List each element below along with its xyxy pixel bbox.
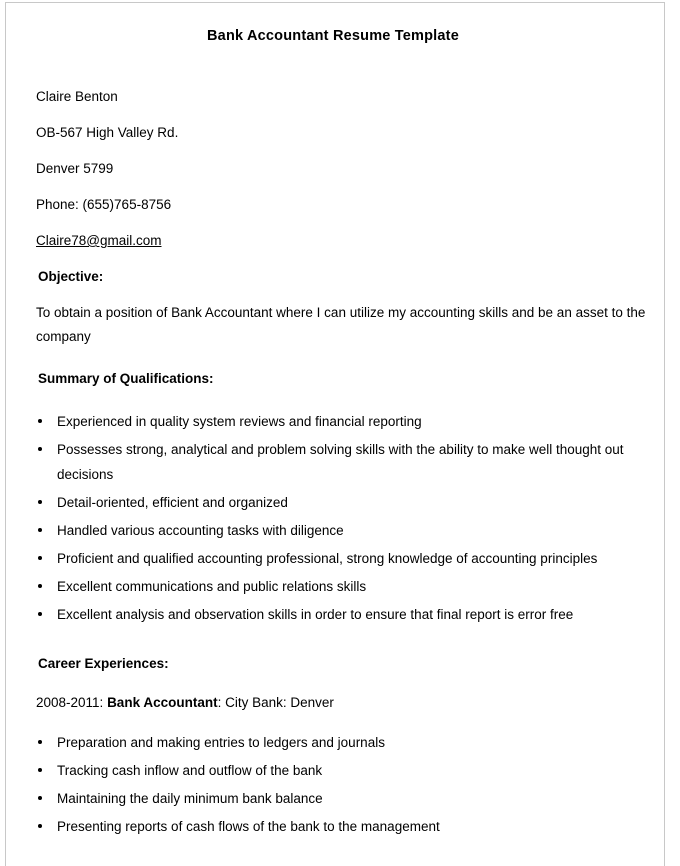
summary-qualifications-list	[0, 409, 680, 627]
bullet-dot-icon	[38, 584, 42, 588]
list-item-text: Detail-oriented, efficient and organized	[57, 495, 288, 510]
contact-email-link[interactable]: Claire78@gmail.com	[36, 233, 162, 248]
list-item	[0, 730, 680, 755]
contact-city-zip: Denver 5799	[36, 161, 114, 176]
list-item	[0, 546, 680, 571]
bullet-dot-icon	[38, 768, 42, 772]
list-item	[0, 574, 680, 599]
bullet-dot-icon	[38, 500, 42, 504]
experience-dates: 2008-2011:	[36, 695, 108, 710]
list-item-text: Preparation and making entries to ledgers and journals	[57, 735, 385, 750]
page-title: Bank Accountant Resume Template	[207, 28, 459, 44]
spacer-after-career-heading	[0, 672, 680, 695]
bullet-dot-icon	[38, 612, 42, 616]
bullet-dot-icon	[38, 447, 42, 451]
career-duties-list	[0, 730, 680, 839]
bullet-dot-icon	[38, 740, 42, 744]
career-experience-entry	[0, 695, 680, 711]
list-item	[0, 409, 680, 434]
list-item	[0, 518, 680, 543]
spacer-before-career	[0, 630, 680, 656]
section-heading-summary-of-qualifications: Summary of Qualifications:	[38, 371, 214, 386]
candidate-name: Claire Benton	[36, 89, 118, 104]
section-heading-objective: Objective:	[38, 269, 104, 284]
list-item-text: Possesses strong, analytical and problem solving skills with the ability to make well thought out decisions	[57, 442, 624, 482]
bullet-dot-icon	[38, 528, 42, 532]
section-heading-career-experiences: Career Experiences:	[38, 656, 169, 671]
contact-street-address: OB-567 High Valley Rd.	[36, 125, 179, 140]
list-item-text: Excellent analysis and observation skills in order to ensure that final report is error free	[57, 607, 574, 622]
contact-phone: Phone: (655)765-8756	[36, 197, 172, 212]
bullet-dot-icon	[38, 796, 42, 800]
list-item-text: Excellent communications and public relations skills	[57, 579, 367, 594]
list-item-text: Presenting reports of cash flows of the bank to the management	[57, 819, 440, 834]
experience-role-title: Bank Accountant	[107, 695, 218, 710]
objective-section	[0, 301, 680, 349]
experience-employer-location: : City Bank: Denver	[217, 695, 334, 710]
bullet-dot-icon	[38, 824, 42, 828]
list-item	[0, 602, 680, 627]
list-item	[0, 814, 680, 839]
list-item	[0, 490, 680, 515]
list-item-text: Handled various accounting tasks with diligence	[57, 523, 344, 538]
list-item	[0, 437, 680, 487]
list-item-text: Maintaining the daily minimum bank balance	[57, 791, 323, 806]
spacer-after-summary-heading	[0, 387, 680, 409]
contact-information-block	[0, 89, 680, 249]
objective-text: To obtain a position of Bank Accountant where I can utilize my accounting skills and be an asset to the company	[36, 305, 646, 344]
bullet-dot-icon	[38, 419, 42, 423]
spacer-after-experience	[0, 711, 680, 730]
list-item	[0, 786, 680, 811]
list-item-text: Experienced in quality system reviews and financial reporting	[57, 414, 422, 429]
list-item-text: Tracking cash inflow and outflow of the bank	[57, 763, 323, 778]
spacer-after-objective	[0, 349, 680, 371]
list-item-text: Proficient and qualified accounting professional, strong knowledge of accounting principles	[57, 551, 598, 566]
bullet-dot-icon	[38, 556, 42, 560]
list-item	[0, 758, 680, 783]
